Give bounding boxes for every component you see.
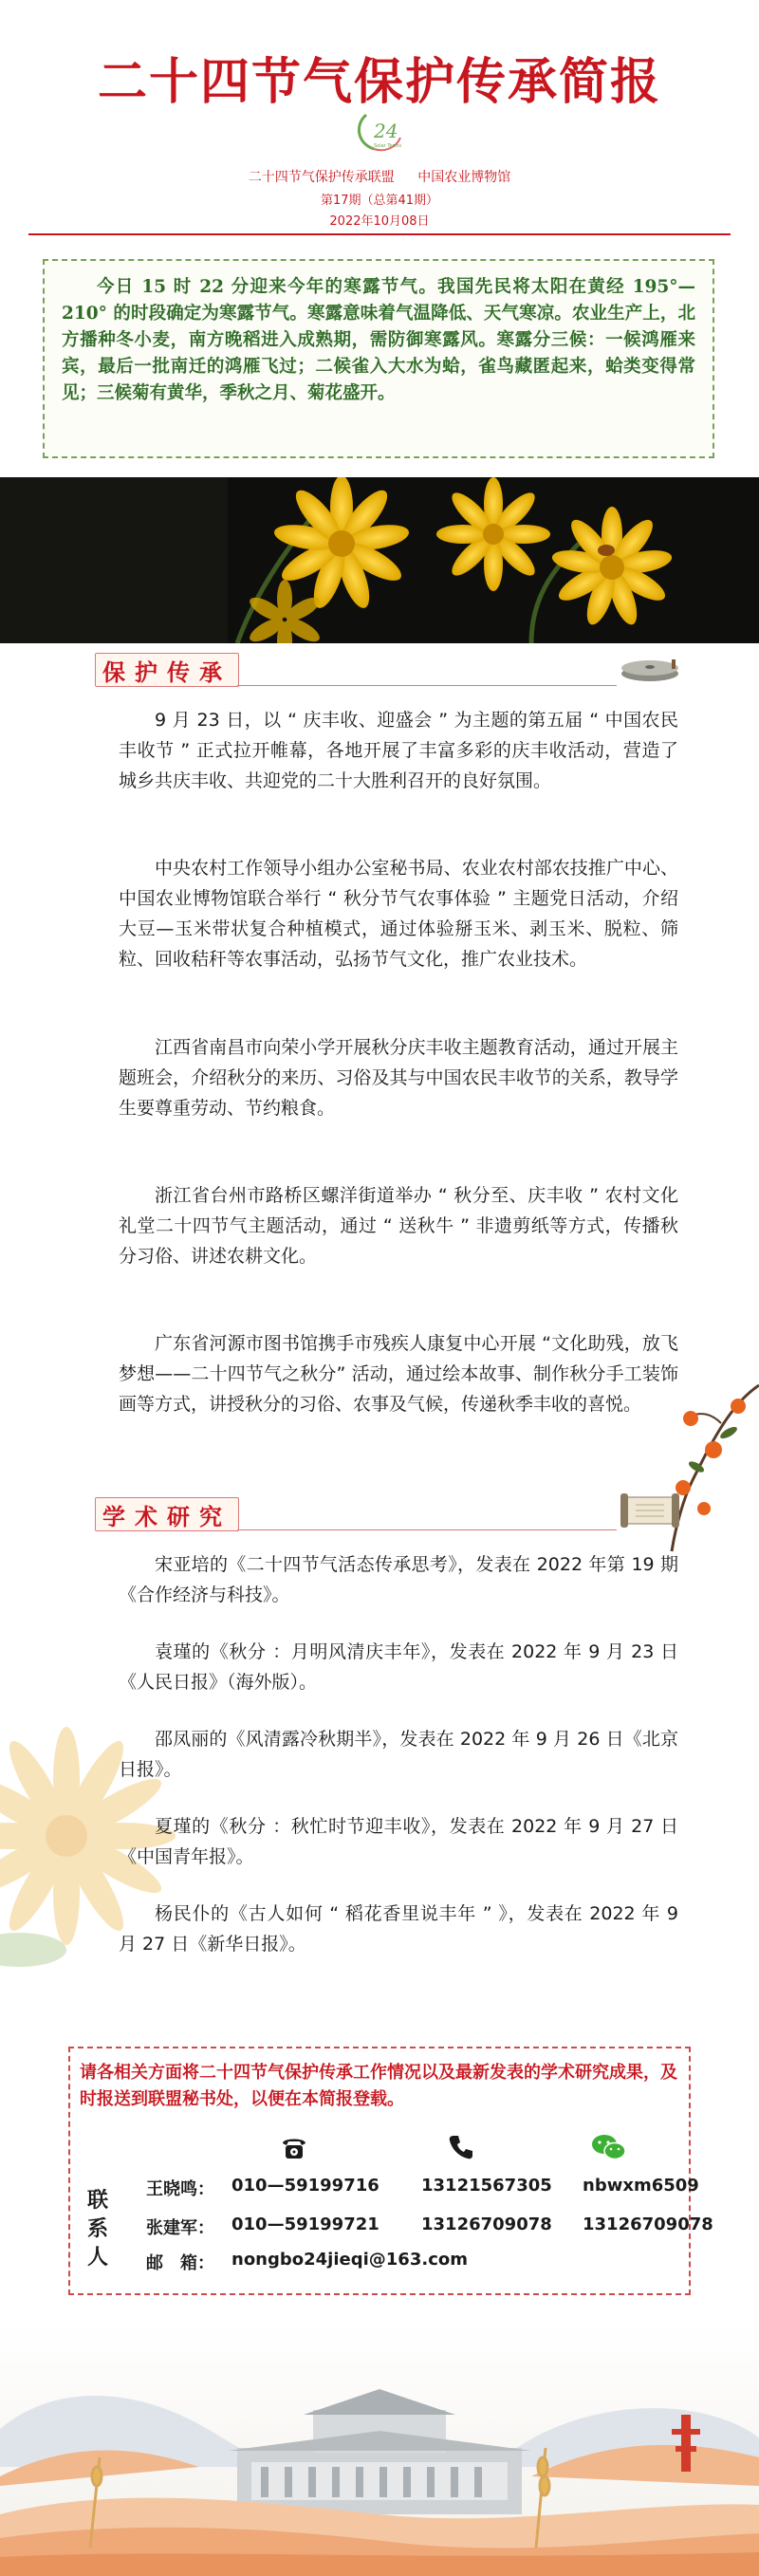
org-alliance: 二十四节气保护传承联盟 [248,170,395,185]
protection-paragraph-3: 江西省南昌市向荣小学开展秋分庆丰收主题教育活动，通过开展主题班会，介绍秋分的来历、习俗及其与中国农民丰收节的关系，教导学生要尊重劳动、节约粮食。 [119,1037,678,1119]
section-header-protection [95,653,239,691]
museum-landscape-decoration [0,2325,759,2576]
email-label: 邮 箱： [146,2253,214,2273]
header-divider [28,233,731,235]
contact-email[interactable]: nongbo24jieqi@163.com [231,2250,468,2270]
section-header-research [95,1497,239,1535]
protection-paragraph-4: 浙江省台州市路桥区螺洋街道举办 “ 秋分至、庆丰收 ” 农村文化礼堂二十四节气主题活动，通过 “ 送秋牛 ” 非遗剪纸等方式，传播秋分习俗、讲述农耕文化。 [119,1185,678,1267]
logo-number: 24 [374,120,398,142]
notice-contact-box [68,2047,713,2295]
research-paragraph-1: 宋亚培的《二十四节气活态传承思考》，发表在 2022 年第 19 期《合作经济与科技》。 [119,1554,678,1605]
protection-paragraph-2: 中央农村工作领导小组办公室秘书局、农业农村部农技推广中心、中国农业博物馆联合举行 “ 秋分节气农事体验 ” 主题党日活动，介绍大豆—玉米带状复合种植模式，通过体验掰玉米、剥玉米、脱粒、筛粒、回收秸秆等农事活动，弘扬节气文化，推广农业技术。 [119,858,678,970]
contact-label: 联系人 [87,2189,109,2270]
contact-telephone: 010—59199716 [231,2176,380,2196]
section-divider [237,685,617,686]
section-title-protection: 保护传承 [95,653,239,687]
mobile-phone-icon [446,2132,476,2162]
issue-date: 2022年10月08日 [329,214,430,229]
issue-number: 第17期（总第41期） [320,194,439,208]
telephone-icon [279,2132,309,2162]
protection-paragraph-5: 广东省河源市图书馆携手市残疾人康复中心开展 “文化助残，放飞梦想——二十四节气之秋分” 活动，通过绘本故事、制作秋分手工装饰画等方式，讲授秋分的习俗、农事及气候，传递秋季丰收的喜悦。 [119,1333,678,1415]
contact-mobile: 13126709078 [421,2215,552,2234]
section-divider [237,1529,617,1530]
wechat-icon [590,2132,628,2162]
contact-name: 王晓鸣： [146,2179,214,2199]
solar-terms-logo [353,109,406,155]
contact-wechat: nbwxm6509 [583,2176,699,2196]
intro-box [43,259,714,458]
contact-name: 张建军： [146,2218,214,2238]
organizations [0,167,759,186]
org-museum: 中国农业博物馆 [417,170,511,185]
chrysanthemum-photo [0,477,759,643]
contact-mobile: 13121567305 [421,2176,552,2196]
research-paragraph-3: 邵凤丽的《风清露冷秋期半》，发表在 2022 年 9 月 26 日《北京日报》。 [119,1729,678,1780]
scroll-icon [617,1490,683,1531]
protection-paragraph-1: 9 月 23 日，以 “ 庆丰收、迎盛会 ” 为主题的第五届 “ 中国农民丰收节 ” 正式拉开帷幕，各地开展了丰富多彩的庆丰收活动，营造了城乡共庆丰收、共迎党的二十大胜利召开的良好氛围。 [119,710,678,791]
research-paragraph-2: 袁瑾的《秋分 ：月明风清庆丰年》，发表在 2022 年 9 月 23 日《人民日报》（海外版）。 [119,1641,678,1693]
section-title-research: 学术研究 [95,1497,239,1531]
logo-subtext: Solar Terms [374,143,402,149]
intro-text: 今日 15 时 22 分迎来今年的寒露节气。我国先民将太阳在黄经 195°—210° 的时段确定为寒露节气。寒露意味着气温降低、天气寒凉。农业生产上，北方播种冬小麦，南方晚稻进入成熟期，需防御寒露风。寒露分三候：一候鸿雁来宾，最后一批南迁的鸿雁飞过；二候雀入大水为蛤，雀鸟藏匿起来，蛤类变得常见；三候菊有黄华，季秋之月、菊花盛开。 [62,277,695,403]
contact-telephone: 010—59199721 [231,2215,380,2234]
contact-wechat: 13126709078 [583,2215,713,2234]
page-title: 二十四节气保护传承简报 [97,53,661,111]
submission-notice: 请各相关方面将二十四节气保护传承工作情况以及最新发表的学术研究成果，及时报送到联盟秘书处，以便在本简报登载。 [80,2063,677,2109]
millstone-icon [617,655,683,683]
research-paragraph-4: 夏瑾的《秋分 ：秋忙时节迎丰收》，发表在 2022 年 9 月 27 日《中国青年报》。 [119,1816,678,1867]
research-paragraph-5: 杨民仆的《古人如何 “ 稻花香里说丰年 ” 》，发表在 2022 年 9 月 27 日《新华日报》。 [119,1903,678,1955]
